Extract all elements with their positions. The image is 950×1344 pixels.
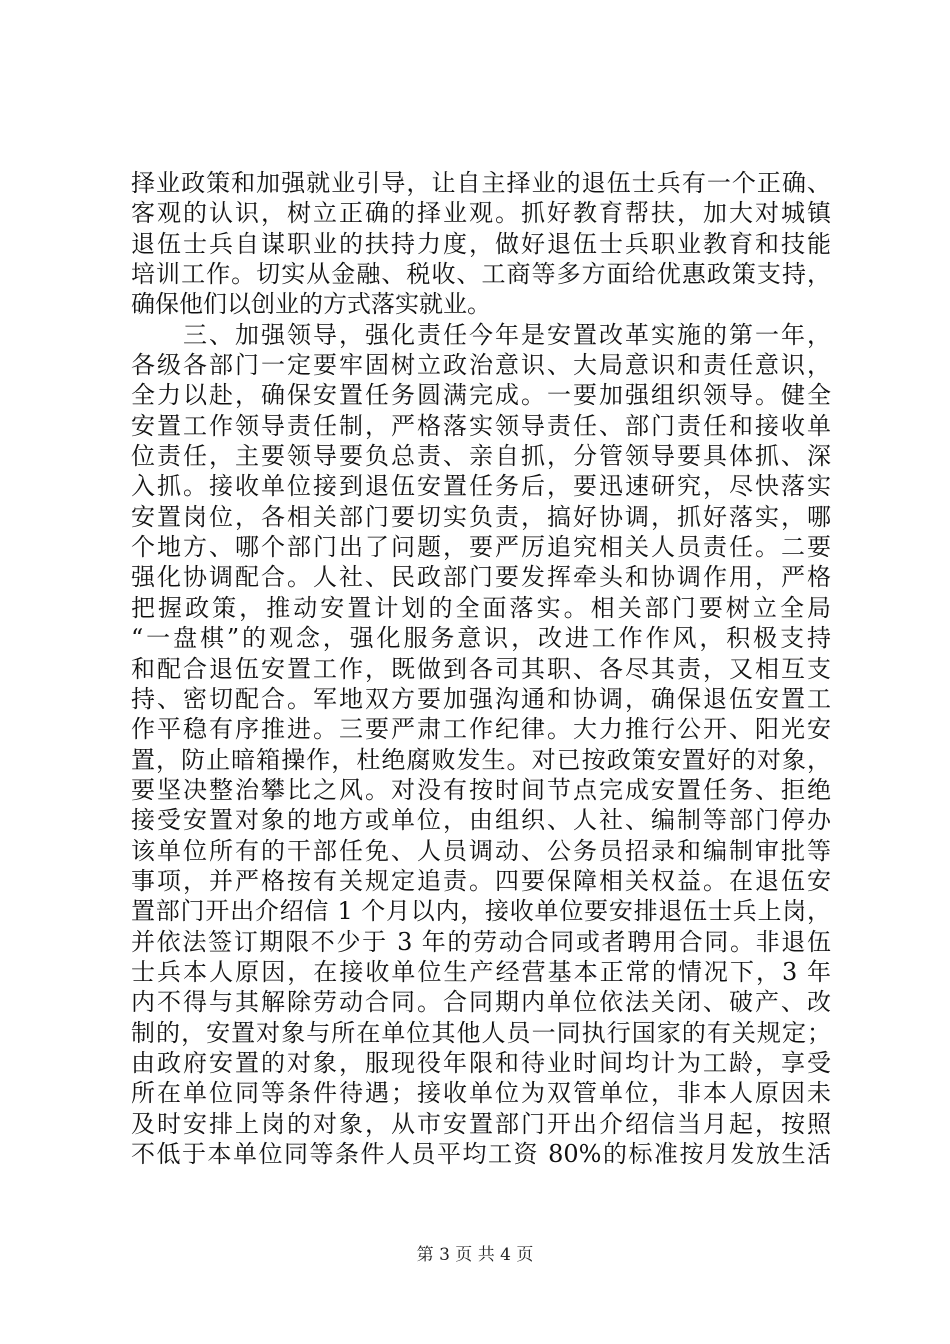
text-line: 客观的认识，树立正确的择业观。抓好教育帮扶，加大对城镇 — [131, 199, 831, 228]
text-line: 内不得与其解除劳动合同。合同期内单位依法关闭、破产、改 — [131, 988, 831, 1017]
page-footer: 第 3 页 共 4 页 — [416, 1245, 534, 1265]
text-line: 及时安排上岗的对象，从市安置部门开出介绍信当月起，按照 — [131, 1109, 831, 1138]
text-line: 事项，并严格按有关规定追责。四要保障相关权益。在退伍安 — [131, 866, 831, 895]
text-line: 置，防止暗箱操作，杜绝腐败发生。对已按政策安置好的对象， — [131, 745, 831, 774]
text-line: “一盘棋”的观念，强化服务意识，改进工作作风，积极支持 — [131, 624, 831, 653]
text-line: 强化协调配合。人社、民政部门要发挥牵头和协调作用，严格 — [131, 563, 831, 592]
text-line: 和配合退伍安置工作，既做到各司其职、各尽其责，又相互支 — [131, 654, 831, 683]
text-line: 不低于本单位同等条件人员平均工资 80%的标准按月发放生活 — [131, 1140, 831, 1168]
text-line: 培训工作。切实从金融、税收、工商等多方面给优惠政策支持， — [131, 260, 831, 289]
text-line: 全力以赴，确保安置任务圆满完成。一要加强组织领导。健全 — [131, 381, 831, 410]
text-line: 确保他们以创业的方式落实就业。 — [131, 290, 491, 319]
text-line: 入抓。接收单位接到退伍安置任务后，要迅速研究，尽快落实 — [131, 472, 831, 501]
text-line: 把握政策，推动安置计划的全面落实。相关部门要树立全局 — [131, 593, 831, 622]
text-line: 各级各部门一定要牢固树立政治意识、大局意识和责任意识， — [131, 351, 831, 380]
text-line: 持、密切配合。军地双方要加强沟通和协调，确保退伍安置工 — [131, 684, 831, 713]
text-line: 安置工作领导责任制，严格落实领导责任、部门责任和接收单 — [131, 411, 831, 440]
text-line: 三、加强领导，强化责任今年是安置改革实施的第一年， — [131, 320, 831, 349]
text-line: 士兵本人原因，在接收单位生产经营基本正常的情况下，3 年 — [131, 957, 831, 986]
text-line: 该单位所有的干部任免、人员调动、公务员招录和编制审批等 — [131, 836, 831, 865]
text-line: 个地方、哪个部门出了问题，要严厉追究相关人员责任。二要 — [131, 533, 831, 562]
text-line: 要坚决整治攀比之风。对没有按时间节点完成安置任务、拒绝 — [131, 775, 831, 804]
text-line: 由政府安置的对象，服现役年限和待业时间均计为工龄，享受 — [131, 1048, 831, 1077]
text-line: 作平稳有序推进。三要严肃工作纪律。大力推行公开、阳光安 — [131, 715, 831, 744]
text-line: 退伍士兵自谋职业的扶持力度，做好退伍士兵职业教育和技能 — [131, 229, 831, 258]
text-line: 接受安置对象的地方或单位，由组织、人社、编制等部门停办 — [131, 806, 831, 835]
text-line: 位责任，主要领导要负总责、亲自抓，分管领导要具体抓、深 — [131, 442, 831, 471]
body-text — [131, 168, 831, 1169]
text-line: 并依法签订期限不少于 3 年的劳动合同或者聘用合同。非退伍 — [131, 927, 831, 956]
text-line: 置部门开出介绍信 1 个月以内，接收单位要安排退伍士兵上岗， — [131, 897, 831, 926]
text-line: 所在单位同等条件待遇；接收单位为双管单位，非本人原因未 — [131, 1079, 831, 1108]
text-line: 制的，安置对象与所在单位其他人员一同执行国家的有关规定； — [131, 1018, 831, 1047]
text-line: 择业政策和加强就业引导，让自主择业的退伍士兵有一个正确、 — [131, 169, 831, 197]
text-line: 安置岗位，各相关部门要切实负责，搞好协调，抓好落实，哪 — [131, 502, 831, 531]
